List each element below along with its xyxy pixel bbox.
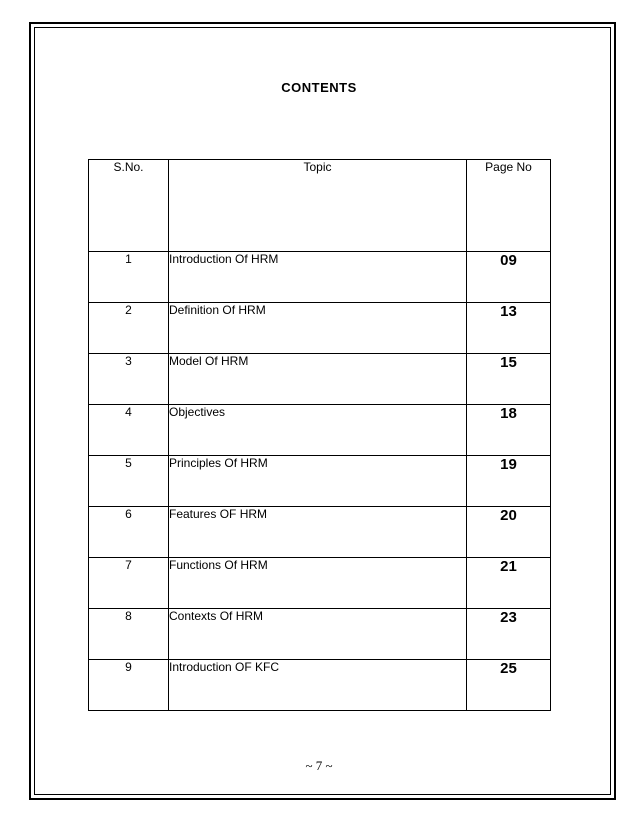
row-page: 20 bbox=[467, 507, 551, 558]
row-sno: 8 bbox=[89, 609, 169, 660]
row-topic: Principles Of HRM bbox=[169, 456, 467, 507]
row-topic: Introduction Of HRM bbox=[169, 252, 467, 303]
table-row bbox=[89, 558, 551, 609]
page-title: CONTENTS bbox=[281, 80, 357, 95]
row-topic: Functions Of HRM bbox=[169, 558, 467, 609]
row-page: 19 bbox=[467, 456, 551, 507]
page-number-footer: ~ 7 ~ bbox=[305, 758, 333, 773]
row-page: 25 bbox=[467, 660, 551, 711]
table-row bbox=[89, 660, 551, 711]
row-topic: Model Of HRM bbox=[169, 354, 467, 405]
row-sno: 4 bbox=[89, 405, 169, 456]
row-page: 13 bbox=[467, 303, 551, 354]
row-page: 21 bbox=[467, 558, 551, 609]
table-row bbox=[89, 354, 551, 405]
row-sno: 5 bbox=[89, 456, 169, 507]
row-sno: 6 bbox=[89, 507, 169, 558]
header-sno: S.No. bbox=[89, 160, 169, 252]
table-row bbox=[89, 609, 551, 660]
row-sno: 1 bbox=[89, 252, 169, 303]
table-row bbox=[89, 507, 551, 558]
row-sno: 2 bbox=[89, 303, 169, 354]
row-page: 18 bbox=[467, 405, 551, 456]
row-sno: 9 bbox=[89, 660, 169, 711]
table-row bbox=[89, 252, 551, 303]
table-row bbox=[89, 456, 551, 507]
table-header-row bbox=[89, 160, 551, 252]
row-topic: Objectives bbox=[169, 405, 467, 456]
contents-table bbox=[88, 159, 551, 711]
row-page: 23 bbox=[467, 609, 551, 660]
row-sno: 3 bbox=[89, 354, 169, 405]
row-topic: Definition Of HRM bbox=[169, 303, 467, 354]
table-row bbox=[89, 405, 551, 456]
row-page: 15 bbox=[467, 354, 551, 405]
row-sno: 7 bbox=[89, 558, 169, 609]
table-row bbox=[89, 303, 551, 354]
row-topic: Introduction OF KFC bbox=[169, 660, 467, 711]
row-topic: Contexts Of HRM bbox=[169, 609, 467, 660]
header-topic: Topic bbox=[169, 160, 467, 252]
row-page: 09 bbox=[467, 252, 551, 303]
header-page: Page No bbox=[467, 160, 551, 252]
row-topic: Features OF HRM bbox=[169, 507, 467, 558]
